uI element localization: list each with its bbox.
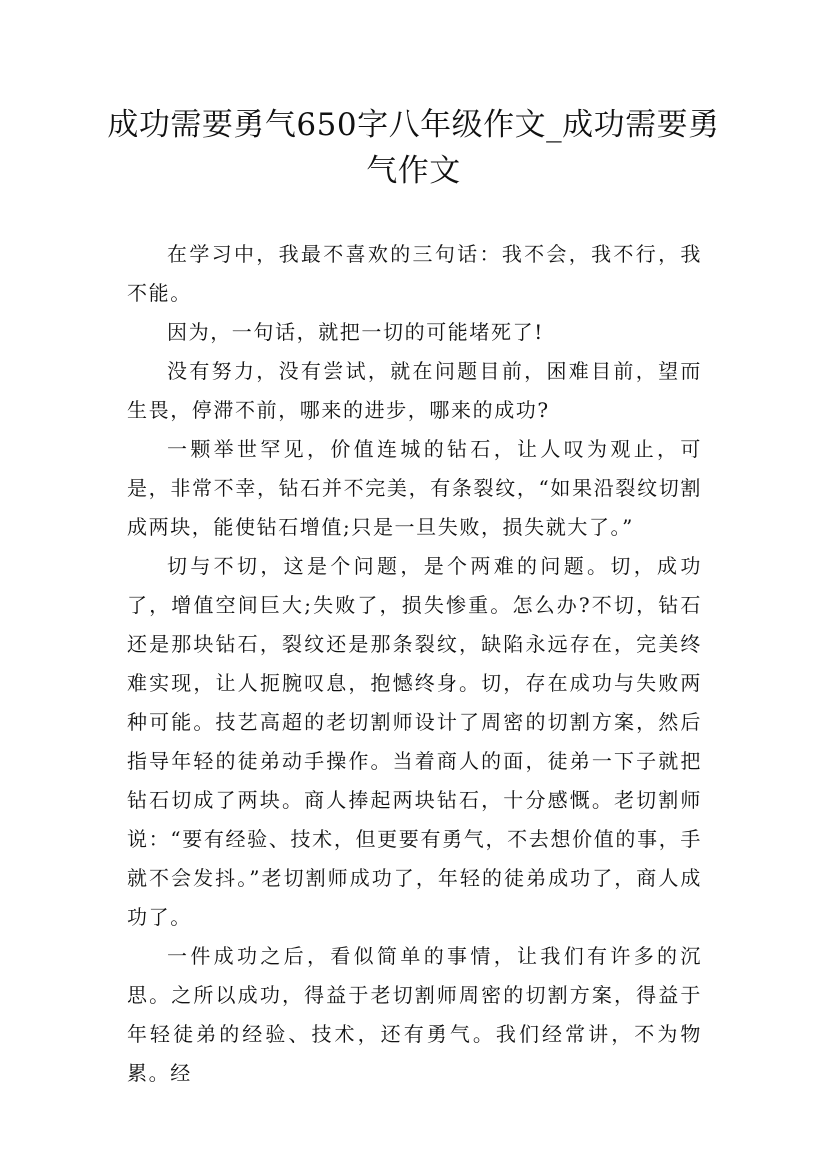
document-body <box>127 235 702 1093</box>
paragraph-3: 没有努力，没有尝试，就在问题目前，困难目前，望而生畏，停滞不前，哪来的进步，哪来的成功? <box>127 359 702 422</box>
paragraph-5: 切与不切，这是个问题，是个两难的问题。切，成功了，增值空间巨大;失败了，损失惨重。怎么办?不切，钻石还是那块钻石，裂纹还是那条裂纹，缺陷永远存在，完美终难实现，让人扼腕叹息，抱憾终身。切，存在成功与失败两种可能。技艺高超的老切割师设计了周密的切割方案，然后指导年轻的徒弟动手操作。当着商人的面，徒弟一下子就把钻石切成了两块。商人捧起两块钻石，十分感慨。老切割师说：“要有经验、技术，但更要有勇气，不去想价值的事，手就不会发抖。”老切割师成功了，年轻的徒弟成功了，商人成功了。 <box>127 554 702 929</box>
paragraph-4: 一颗举世罕见，价值连城的钻石，让人叹为观止，可是，非常不幸，钻石并不完美，有条裂纹，“如果沿裂纹切割成两块，能使钻石增值;只是一旦失败，损失就大了。” <box>127 437 702 539</box>
paragraph-6: 一件成功之后，看似简单的事情，让我们有许多的沉思。之所以成功，得益于老切割师周密的切割方案，得益于年轻徒弟的经验、技术，还有勇气。我们经常讲，不为物累。经 <box>127 944 702 1085</box>
document-title: 成功需要勇气650字八年级作文_成功需要勇气作文 <box>107 107 720 189</box>
paragraph-1: 在学习中，我最不喜欢的三句话：我不会，我不行，我不能。 <box>127 242 702 305</box>
paragraph-2: 因为，一句话，就把一切的可能堵死了! <box>167 320 544 344</box>
